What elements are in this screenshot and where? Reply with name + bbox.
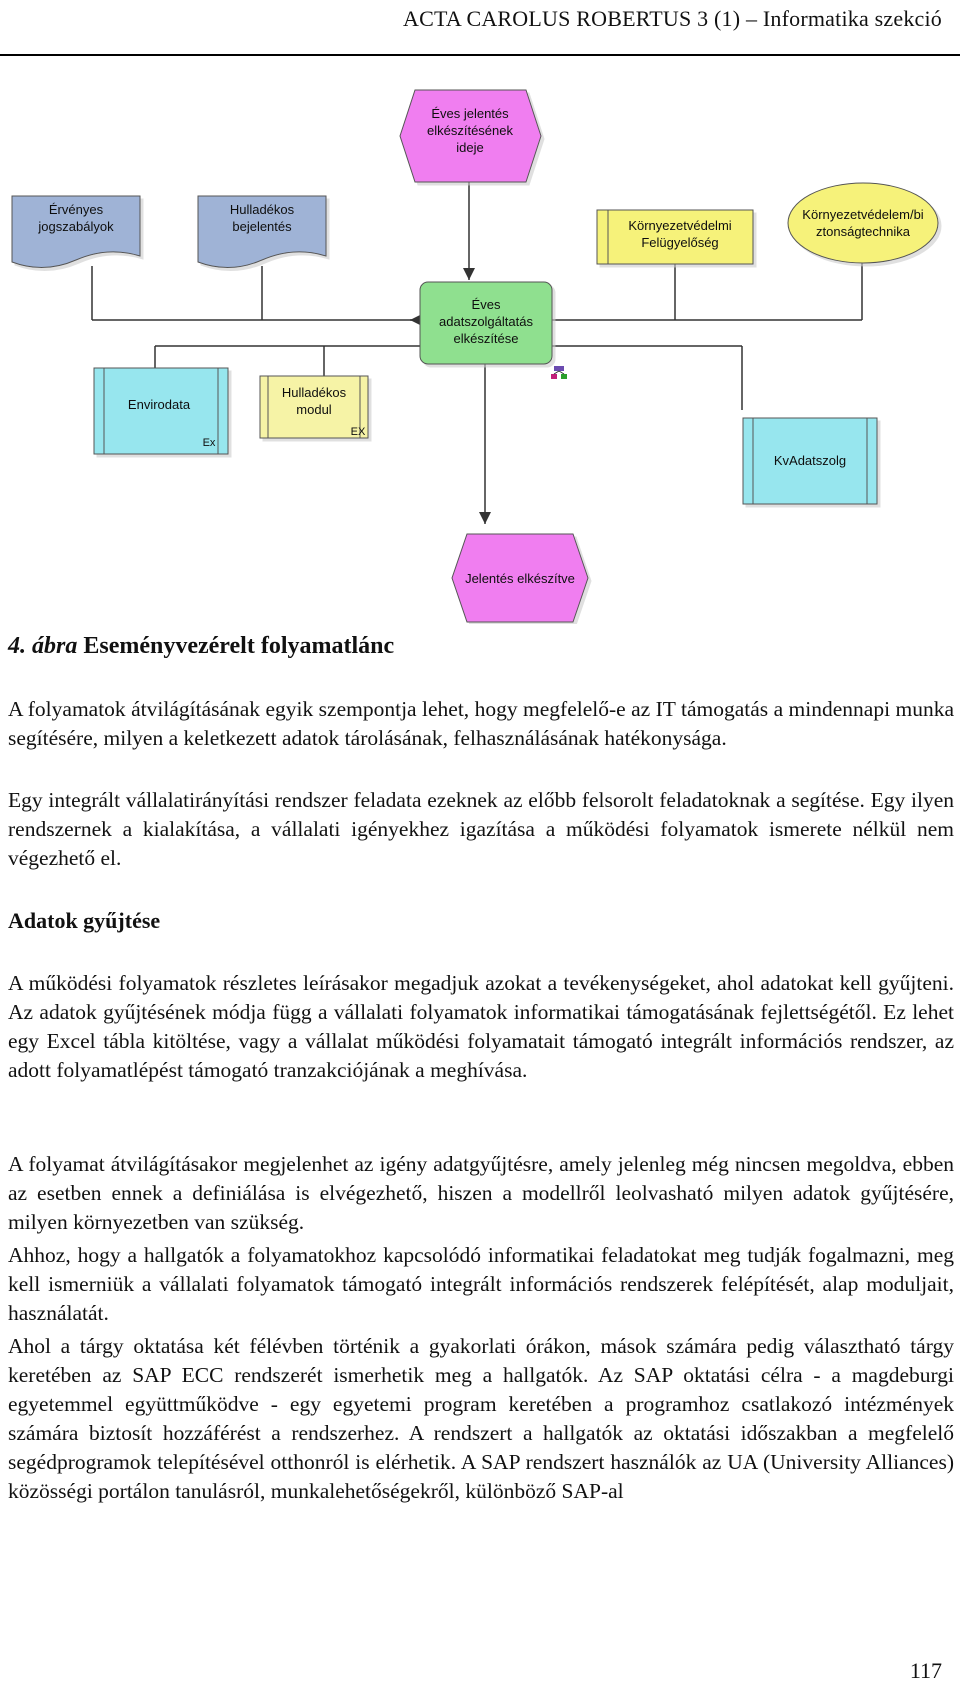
event-top-line3: ideje [456, 140, 484, 155]
module-waste [260, 376, 368, 438]
figure-caption-number: 4. ábra [8, 633, 78, 659]
paragraph-1: A folyamatok átvilágításának egyik szempontja lehet, hogy megfelelő-e az IT támogatás a mindennapi munka segítésére, milyen a keletkezett adatok tárolásának, felhasználásának hatékonysága. [8, 697, 954, 750]
paragraph-4: A folyamat átvilágításakor megjelenhet az igény adatgyűjtésre, amely jelenleg még nincsen megoldva, ebben az esetben ennek a definiálása is elvégezhető, hiszen a modellről leolvasható milyen adatok gyűjtésére, milyen környezetben van szükség. [8, 1152, 954, 1234]
module-waste-line2: modul [296, 402, 332, 417]
document-waste-line1: Hulladékos [229, 202, 295, 217]
document-laws [12, 196, 140, 268]
system-envirodata [94, 368, 228, 454]
org-authority-line2: Felügyelőség [641, 235, 719, 250]
document-waste [198, 196, 326, 268]
org-tech-line1: Környezetvédelem/bi [802, 207, 924, 222]
document-laws-line2: jogszabályok [38, 219, 114, 234]
page-number: 117 [909, 1658, 942, 1683]
system-kvadatszolg-label: KvAdatszolg [773, 453, 847, 468]
module-waste-line1: Hulladékos [281, 385, 347, 400]
header-rule [0, 54, 960, 56]
running-header: ACTA CAROLUS ROBERTUS 3 (1) – Informatika szekció [403, 6, 942, 31]
org-tech [788, 183, 938, 263]
document-waste-line2: bejelentés [232, 219, 292, 234]
event-bottom [452, 534, 588, 622]
paragraph-5: Ahhoz, hogy a hallgatók a folyamatokhoz kapcsolódó informatikai feladatokat meg tudják fogalmazni, meg kell ismerniük a vállalati folyamatok támogató integrált információs rendszerek felépítését, alap moduljait, használatát. [8, 1243, 954, 1325]
function-main-line2: adatszolgáltatás [439, 314, 533, 329]
org-tech-line2: ztonságtechnika [816, 224, 910, 239]
epc-diagram [0, 84, 960, 624]
figure-caption [8, 633, 394, 660]
event-top-line2: elkészítésének [427, 123, 513, 138]
document-laws-line1: Érvényes [48, 202, 104, 217]
system-kvadatszolg [743, 418, 877, 504]
event-bottom-label: Jelentés elkészítve [465, 571, 575, 586]
process-link-icon [551, 366, 567, 379]
event-top-line1: Éves jelentés [431, 106, 509, 121]
system-envirodata-tag: Ex [202, 437, 216, 449]
org-authority [597, 210, 753, 264]
system-envirodata-label: Envirodata [127, 397, 191, 412]
event-top [400, 90, 541, 182]
paragraph-6: Ahol a tárgy oktatása két félévben történik a gyakorlati órákon, mások számára pedig választható tárgy keretében az SAP ECC rendszerét ismerhetik meg a hallgatók. Az SAP oktatási célra - a magdeburgi egyetemmel együttműködve - egy egyetemi program keretében a programhoz csatlakozó intézmények számára biztosít hozzáférést a rendszerhez. A rendszert a hallgatók az oktatási időszakban a megfelelő segédprogramok telepítésével otthonról is elérhetik. A SAP rendszert használók az UA (University Alliances) közösségi portálon tanulásról, munkalehetőségekről, különböző SAP-al [8, 1334, 954, 1503]
function-main [420, 282, 552, 364]
paragraph-3: A működési folyamatok részletes leírásakor megadjuk azokat a tevékenységeket, ahol adatokat kell gyűjteni. Az adatok gyűjtésének módja függ a vállalati folyamatok informatikai támogatásának fejlettségétől. Ez lehet egy Excel tábla kitöltése, vagy a vállalat működési folyamatait támogató integrált információs rendszer, az adott folyamatlépést támogató tranzakciójának a meghívása. [8, 971, 954, 1082]
figure-caption-text: Eseményvezérelt folyamatlánc [83, 633, 395, 659]
paragraph-2: Egy integrált vállalatirányítási rendszer feladata ezeknek az előbb felsorolt feladatoknak a segítése. Egy ilyen rendszernek a kialakítása, a vállalati igényekhez igazítása a működési folyamatok ismerete nélkül nem végezhető el. [8, 788, 954, 870]
module-waste-tag: EX [350, 426, 366, 438]
function-main-line3: elkészítése [453, 331, 519, 346]
org-authority-line1: Környezetvédelmi [628, 218, 732, 233]
section-heading: Adatok gyűjtése [8, 908, 161, 933]
function-main-line1: Éves [471, 297, 501, 312]
